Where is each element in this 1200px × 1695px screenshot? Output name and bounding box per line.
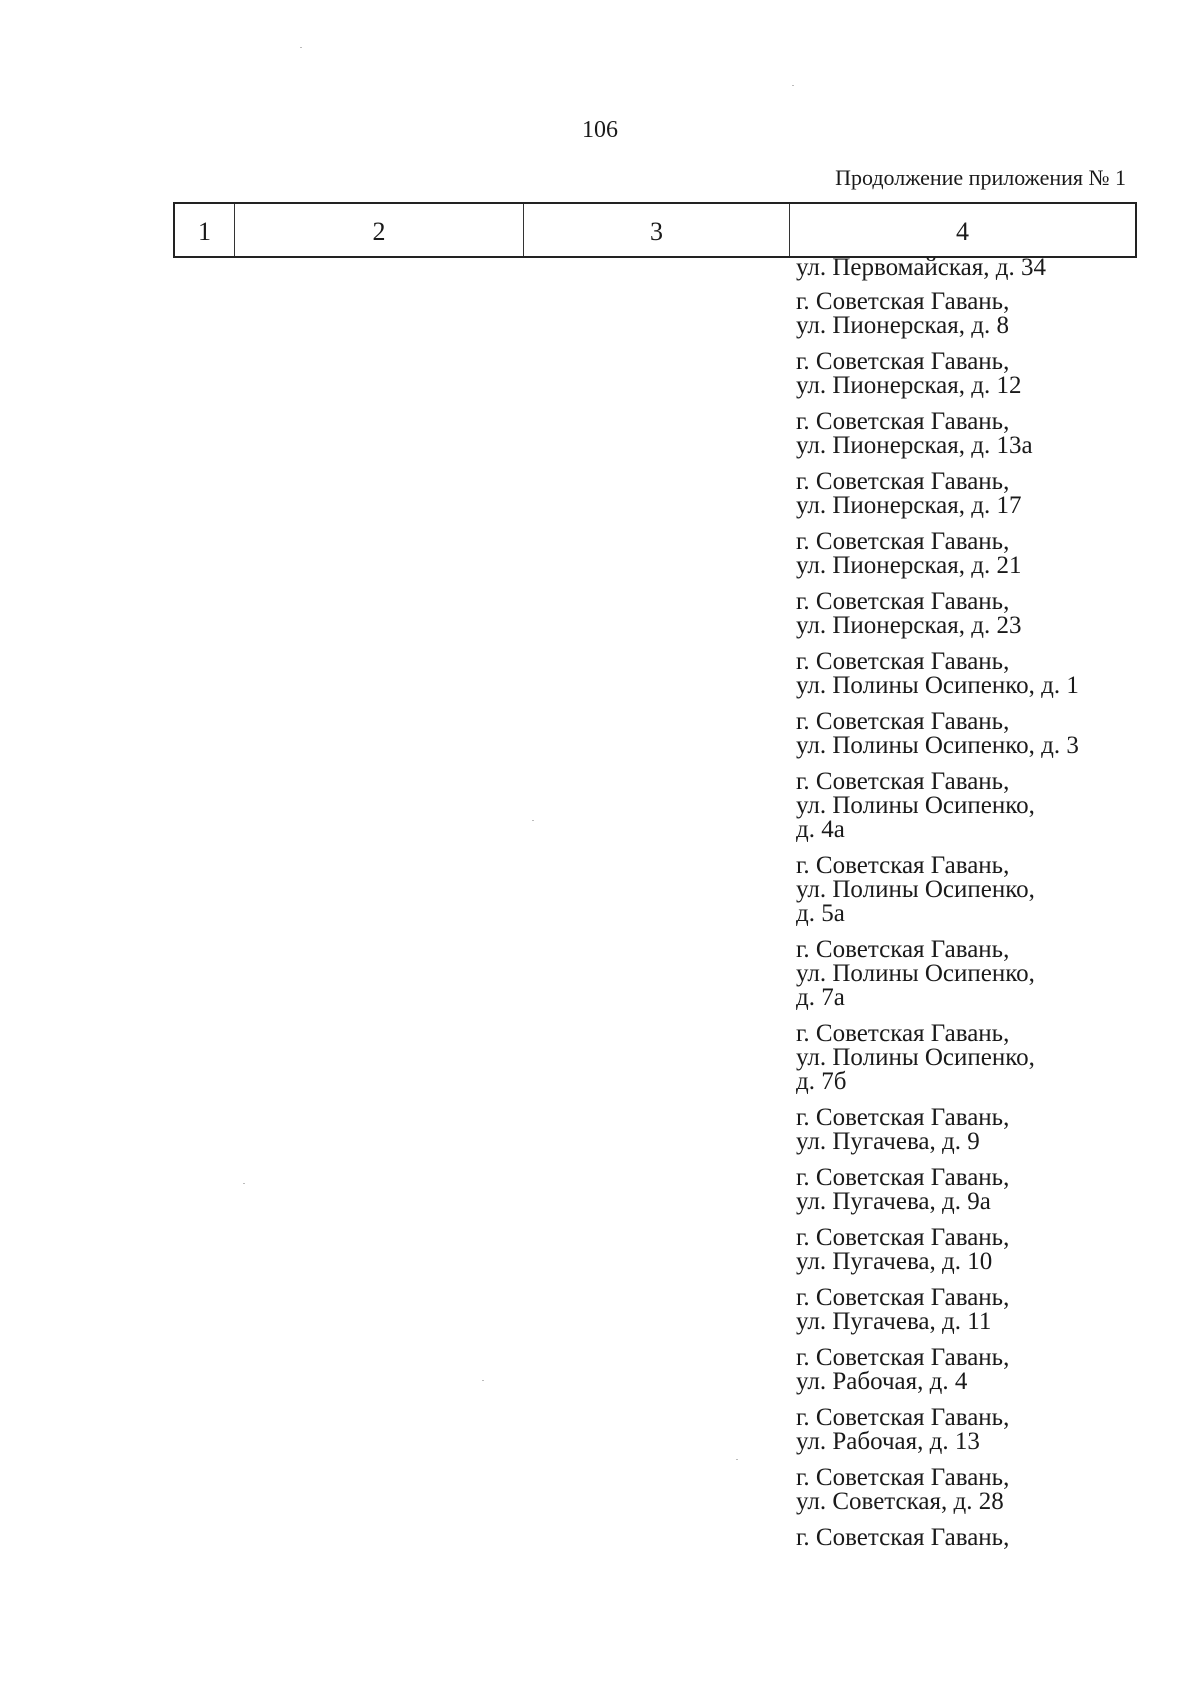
scan-speck: [736, 1459, 738, 1460]
address-line: ул. Пионерская, д. 23: [796, 612, 1022, 639]
address-line: ул. Пугачева, д. 9а: [796, 1188, 991, 1215]
address-line: г. Советская Гавань,: [796, 1344, 1010, 1371]
address-line: д. 5а: [796, 900, 845, 927]
address-line: г. Советская Гавань,: [796, 1524, 1010, 1551]
address-continuation-line: ул. Первомайская, д. 34: [796, 254, 1046, 281]
address-line: д. 7б: [796, 1068, 847, 1095]
continuation-label: Продолжение приложения № 1: [835, 165, 1126, 190]
address-entry: [796, 1346, 1136, 1394]
address-line: г. Советская Гавань,: [796, 1224, 1010, 1251]
address-line: ул. Рабочая, д. 13: [796, 1428, 980, 1455]
address-line: ул. Пионерская, д. 21: [796, 552, 1022, 579]
address-line: г. Советская Гавань,: [796, 288, 1010, 315]
address-line: ул. Пионерская, д. 8: [796, 312, 1009, 339]
table-header-cell-2: 2: [235, 204, 524, 256]
address-line: ул. Советская, д. 28: [796, 1488, 1004, 1515]
scan-speck: [482, 1380, 484, 1381]
address-entry: [796, 410, 1136, 458]
address-line: ул. Полины Осипенко,: [796, 792, 1035, 819]
scan-speck: [300, 47, 302, 48]
scan-speck: [243, 1183, 245, 1184]
address-line: г. Советская Гавань,: [796, 1464, 1010, 1491]
address-entry: [796, 290, 1136, 338]
address-entry: [796, 1022, 1136, 1094]
table-header-cell-3: 3: [524, 204, 790, 256]
address-line: г. Советская Гавань,: [796, 1284, 1010, 1311]
column-4-addresses: [796, 254, 1136, 1562]
address-line: г. Советская Гавань,: [796, 1404, 1010, 1431]
address-entry: [796, 1106, 1136, 1154]
address-entry: [796, 590, 1136, 638]
page-number: 106: [582, 117, 618, 143]
address-entry: [796, 710, 1136, 758]
address-line: г. Советская Гавань,: [796, 528, 1010, 555]
address-line: г. Советская Гавань,: [796, 708, 1010, 735]
address-line: ул. Полины Осипенко, д. 3: [796, 732, 1079, 759]
table-header-row: [173, 202, 1137, 258]
address-line: г. Советская Гавань,: [796, 588, 1010, 615]
address-entry: [796, 1166, 1136, 1214]
address-line: ул. Пионерская, д. 17: [796, 492, 1022, 519]
address-line: ул. Пионерская, д. 12: [796, 372, 1022, 399]
address-line: ул. Полины Осипенко,: [796, 876, 1035, 903]
address-line: ул. Пугачева, д. 11: [796, 1308, 992, 1335]
address-line: г. Советская Гавань,: [796, 1164, 1010, 1191]
table-header-cell-4: 4: [956, 217, 969, 246]
address-entry: [796, 470, 1136, 518]
address-line: г. Советская Гавань,: [796, 852, 1010, 879]
address-entry: [796, 350, 1136, 398]
scan-speck: [532, 820, 534, 821]
address-entry: [796, 1226, 1136, 1274]
address-line: г. Советская Гавань,: [796, 348, 1010, 375]
address-line: г. Советская Гавань,: [796, 768, 1010, 795]
address-line: г. Советская Гавань,: [796, 1020, 1010, 1047]
address-entry: [796, 650, 1136, 698]
address-entry: [796, 1526, 1136, 1550]
address-line: ул. Рабочая, д. 4: [796, 1368, 968, 1395]
scan-speck: [792, 85, 794, 86]
address-line: ул. Полины Осипенко, д. 1: [796, 672, 1079, 699]
address-line: ул. Пионерская, д. 13а: [796, 432, 1033, 459]
address-entry: [796, 938, 1136, 1010]
address-line: г. Советская Гавань,: [796, 1104, 1010, 1131]
address-line: г. Советская Гавань,: [796, 408, 1010, 435]
address-entry: [796, 854, 1136, 926]
address-entry: [796, 770, 1136, 842]
address-line: ул. Полины Осипенко,: [796, 1044, 1035, 1071]
address-line: д. 4а: [796, 816, 845, 843]
address-line: г. Советская Гавань,: [796, 936, 1010, 963]
table-header-cell-1: 1: [175, 204, 235, 256]
address-line: г. Советская Гавань,: [796, 468, 1010, 495]
address-line: ул. Пугачева, д. 9: [796, 1128, 980, 1155]
address-line: ул. Пугачева, д. 10: [796, 1248, 993, 1275]
address-entry: [796, 530, 1136, 578]
address-entry: [796, 1286, 1136, 1334]
address-entry: [796, 1466, 1136, 1514]
address-list: [796, 290, 1136, 1550]
address-line: г. Советская Гавань,: [796, 648, 1010, 675]
address-line: ул. Полины Осипенко,: [796, 960, 1035, 987]
address-line: д. 7а: [796, 984, 845, 1011]
address-entry: [796, 1406, 1136, 1454]
